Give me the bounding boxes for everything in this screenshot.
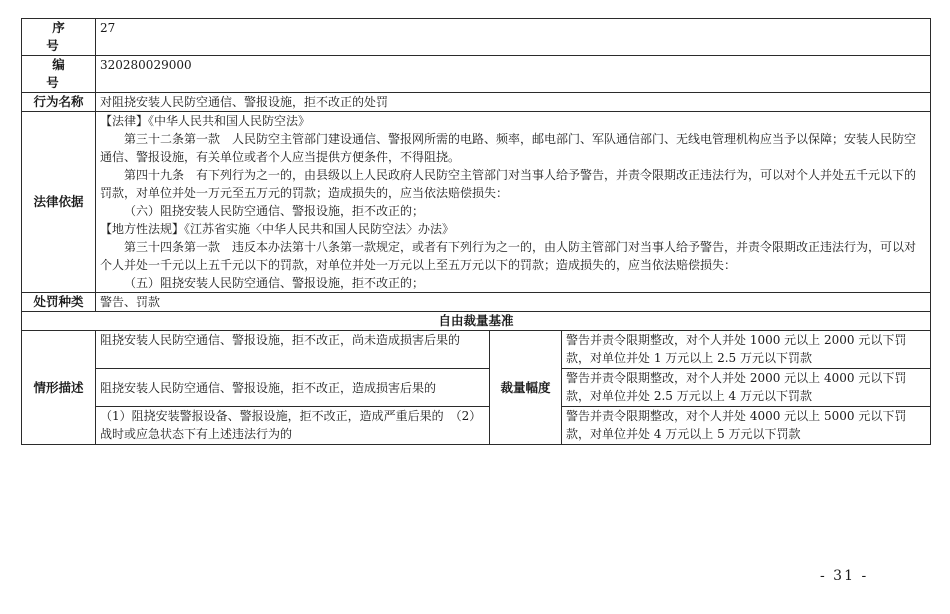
page-number: - 31 - [820, 568, 869, 584]
act-name-label: 行为名称 [22, 93, 96, 112]
serial-label: 序 号 [22, 19, 96, 56]
criteria-row-1 [22, 331, 931, 369]
penalty-type-row [22, 293, 931, 312]
criteria-range-2: 警告并责令限期整改，对个人并处 2000 元以上 4000 元以下罚款，对单位并处 2.5 万元以上 4 万元以下罚款 [562, 369, 931, 407]
legal-basis-row [22, 112, 931, 293]
code-value: 320280029000 [96, 56, 931, 93]
criteria-range-1: 警告并责令限期整改，对个人并处 1000 元以上 2000 元以下罚款，对单位并处 1 万元以上 2.5 万元以下罚款 [562, 331, 931, 369]
local-item-5: （五）阻挠安装人民防空通信、警报设施，拒不改正的； [124, 276, 425, 290]
criteria-range-3: 警告并责令限期整改，对个人并处 4000 元以上 5000 元以下罚款，对单位并处 4 万元以上 5 万元以下罚款 [562, 407, 931, 445]
code-row [22, 56, 931, 93]
serial-value: 27 [96, 19, 931, 56]
code-label: 编 号 [22, 56, 96, 93]
law-item-6: （六）阻挠安装人民防空通信、警报设施，拒不改正的； [124, 204, 425, 218]
criteria-desc-2: 阻挠安装人民防空通信、警报设施，拒不改正，造成损害后果的 [96, 369, 490, 407]
penalty-table [21, 18, 931, 445]
circumstance-label: 情形描述 [22, 331, 96, 445]
law-article-49: 第四十九条 有下列行为之一的，由县级以上人民政府人民防空主管部门对当事人给予警告，并责令限期改正违法行为，可以对个人并处五千元以下的罚款，对单位并处一万元至五万元的罚款；造成损失的，应当依法赔偿损失： [100, 168, 917, 200]
law-article-32: 第三十二条第一款 人民防空主管部门建设通信、警报网所需的电路、频率，邮电部门、军队通信部门、无线电管理机构应当予以保障；安装人民防空通信、警报设施，有关单位或者个人应当提供方便条件，不得阻挠。 [100, 132, 917, 164]
local-regulation-title: 【地方性法规】《江苏省实施〈中华人民共和国人民防空法〉办法》 [100, 222, 455, 236]
document-page [21, 18, 930, 445]
act-name-value: 对阻挠安装人民防空通信、警报设施，拒不改正的处罚 [96, 93, 931, 112]
legal-basis-content [96, 112, 931, 293]
local-article-34: 第三十四条第一款 违反本办法第十八条第一款规定，或者有下列行为之一的，由人防主管部门对当事人给予警告，并责令限期改正违法行为，可以对个人并处一千元以上五千元以下的罚款，对单位并处一万元以上至五万元以下的罚款；造成损失的，应当依法赔偿损失： [100, 240, 917, 272]
criteria-row-3 [22, 407, 931, 445]
legal-basis-label: 法律依据 [22, 112, 96, 293]
penalty-type-value: 警告、罚款 [96, 293, 931, 312]
range-label: 裁量幅度 [490, 331, 562, 445]
discretion-header-row [22, 312, 931, 331]
penalty-type-label: 处罚种类 [22, 293, 96, 312]
law-title: 【法律】《中华人民共和国人民防空法》 [100, 114, 311, 128]
criteria-desc-1: 阻挠安装人民防空通信、警报设施，拒不改正，尚未造成损害后果的 [96, 331, 490, 369]
criteria-desc-3: （1）阻挠安装警报设备、警报设施，拒不改正，造成严重后果的 （2）战时或应急状态下有上述违法行为的 [96, 407, 490, 445]
criteria-row-2 [22, 369, 931, 407]
act-name-row [22, 93, 931, 112]
serial-row [22, 19, 931, 56]
discretion-heading: 自由裁量基准 [22, 312, 931, 331]
